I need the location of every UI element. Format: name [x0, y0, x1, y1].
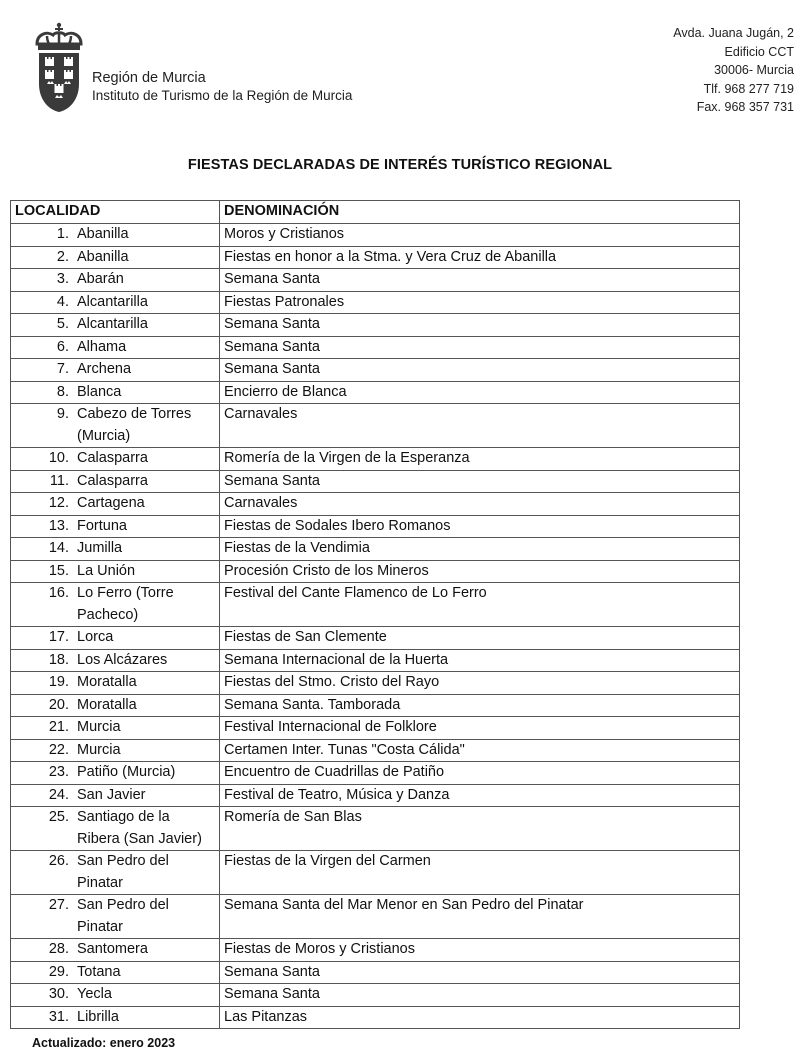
table-header-row [11, 201, 740, 224]
cell-localidad [11, 762, 220, 785]
localidad-name: Librilla [77, 1008, 119, 1025]
cell-localidad [11, 381, 220, 404]
table-row [11, 1006, 740, 1029]
cell-localidad [11, 470, 220, 493]
row-number: 8. [56, 383, 69, 400]
row-number: 7. [56, 361, 69, 377]
table-row [11, 694, 740, 717]
cell-localidad [11, 939, 220, 962]
localidad-name: Murcia [77, 719, 121, 735]
row-number: 23. [48, 764, 69, 780]
localidad-name: Los Alcázares [77, 651, 168, 668]
table-row [11, 515, 740, 538]
region-murcia-coat-of-arms-icon [33, 22, 85, 114]
table-row [11, 560, 740, 583]
localidad-name: Alcantarilla [77, 293, 148, 310]
table-body [11, 224, 740, 1029]
localidad-name: Calasparra [77, 450, 148, 466]
row-number: 2. [56, 248, 69, 265]
table-row [11, 784, 740, 807]
fax-line: Fax. 968 357 731 [696, 100, 794, 114]
row-number: 28. [48, 941, 69, 957]
row-number: 22. [48, 741, 69, 758]
row-number: 18. [48, 651, 69, 668]
cell-localidad [11, 291, 220, 314]
cell-localidad [11, 895, 220, 939]
org-line-1: Región de Murcia [92, 70, 206, 86]
localidad-name: Moratalla [77, 674, 137, 690]
column-header-denominacion: DENOMINACIÓN [220, 201, 740, 224]
table-row [11, 939, 740, 962]
row-number: 16. [48, 585, 69, 601]
row-number: 1. [56, 226, 69, 242]
localidad-name: Abanilla [77, 248, 129, 265]
row-number: 20. [48, 696, 69, 713]
localidad-name: Abanilla [77, 226, 129, 242]
fiestas-table [10, 200, 740, 1029]
cell-localidad [11, 269, 220, 292]
cell-localidad [11, 694, 220, 717]
localidad-name: Santomera [77, 941, 148, 957]
row-number: 15. [48, 562, 69, 579]
table-row [11, 807, 740, 851]
cell-localidad [11, 314, 220, 337]
localidad-name: Blanca [77, 383, 122, 400]
cell-denominacion: Fiestas de Moros y Cristianos [220, 939, 740, 962]
localidad-name: Cartagena [77, 495, 145, 511]
cell-denominacion: Certamen Inter. Tunas "Costa Cálida" [220, 739, 740, 762]
cell-denominacion: Semana Santa [220, 314, 740, 337]
localidad-name: Alhama [77, 338, 127, 355]
cell-denominacion: Semana Internacional de la Huerta [220, 649, 740, 672]
localidad-name: Jumilla [77, 540, 123, 556]
row-number: 29. [48, 963, 69, 980]
cell-denominacion: Semana Santa [220, 269, 740, 292]
cell-localidad [11, 672, 220, 695]
row-number: 3. [56, 271, 69, 287]
localidad-name: La Unión [77, 562, 136, 579]
cell-denominacion: Fiestas de la Virgen del Carmen [220, 851, 740, 895]
cell-denominacion: Festival de Teatro, Música y Danza [220, 784, 740, 807]
cell-localidad [11, 961, 220, 984]
row-number: 11. [49, 472, 69, 489]
org-line-2: Instituto de Turismo de la Región de Murcia [92, 88, 353, 103]
table-row [11, 493, 740, 516]
row-number: 10. [48, 450, 69, 466]
table-row [11, 359, 740, 382]
address-line: Edificio CCT [724, 44, 794, 59]
cell-denominacion: Carnavales [220, 493, 740, 516]
cell-denominacion: Romería de la Virgen de la Esperanza [220, 448, 740, 471]
table-row [11, 851, 740, 895]
table-row [11, 224, 740, 247]
cell-denominacion: Semana Santa del Mar Menor en San Pedro del Pinatar [220, 895, 740, 939]
cell-localidad [11, 538, 220, 561]
localidad-name: Archena [77, 361, 132, 377]
table-row [11, 404, 740, 448]
table-row [11, 762, 740, 785]
localidad-name: Alcantarilla [77, 316, 148, 332]
table-row [11, 336, 740, 359]
row-number: 4. [56, 293, 69, 310]
cell-denominacion: Semana Santa [220, 961, 740, 984]
localidad-name: Yecla [77, 986, 112, 1002]
cell-denominacion: Romería de San Blas [220, 807, 740, 851]
table-row [11, 649, 740, 672]
cell-denominacion: Fiestas del Stmo. Cristo del Rayo [220, 672, 740, 695]
cell-denominacion: Encuentro de Cuadrillas de Patiño [220, 762, 740, 785]
table-row [11, 583, 740, 627]
row-number: 12. [48, 495, 69, 511]
localidad-name: San Pedro del Pinatar [77, 897, 169, 935]
cell-denominacion: Moros y Cristianos [220, 224, 740, 247]
row-number: 14. [48, 540, 69, 556]
cell-localidad [11, 560, 220, 583]
cell-localidad [11, 515, 220, 538]
cell-localidad [11, 583, 220, 627]
row-number: 27. [48, 897, 69, 913]
row-number: 31. [48, 1008, 69, 1025]
row-number: 17. [48, 629, 69, 645]
cell-denominacion: Fiestas de San Clemente [220, 627, 740, 650]
cell-denominacion: Semana Santa. Tamborada [220, 694, 740, 717]
cell-localidad [11, 246, 220, 269]
localidad-name: Calasparra [77, 472, 148, 489]
cell-localidad [11, 627, 220, 650]
cell-denominacion: Semana Santa [220, 359, 740, 382]
updated-note: Actualizado: enero 2023 [32, 1036, 176, 1050]
cell-denominacion: Las Pitanzas [220, 1006, 740, 1029]
cell-denominacion: Fiestas de Sodales Ibero Romanos [220, 515, 740, 538]
localidad-name: Abarán [77, 271, 124, 287]
row-number: 19. [48, 674, 69, 690]
organization-name [92, 69, 352, 105]
row-number: 13. [48, 517, 69, 534]
cell-denominacion: Procesión Cristo de los Mineros [220, 560, 740, 583]
table-row [11, 269, 740, 292]
address-line: 30006- Murcia [714, 63, 794, 77]
table-row [11, 381, 740, 404]
localidad-name: Cabezo de Torres (Murcia) [77, 406, 192, 444]
table-row [11, 961, 740, 984]
table-row [11, 538, 740, 561]
table-row [11, 291, 740, 314]
localidad-name: Santiago de la Ribera (San Javier) [77, 809, 202, 847]
row-number: 6. [56, 338, 69, 355]
document-title: FIESTAS DECLARADAS DE INTERÉS TURÍSTICO REGIONAL [187, 157, 613, 173]
row-number: 24. [48, 786, 69, 803]
cell-localidad [11, 851, 220, 895]
cell-denominacion: Fiestas de la Vendimia [220, 538, 740, 561]
cell-denominacion: Festival Internacional de Folklore [220, 717, 740, 740]
localidad-name: Fortuna [77, 517, 127, 534]
cell-localidad [11, 336, 220, 359]
cell-denominacion: Semana Santa [220, 336, 740, 359]
cell-localidad [11, 717, 220, 740]
cell-denominacion: Festival del Cante Flamenco de Lo Ferro [220, 583, 740, 627]
table-row [11, 448, 740, 471]
localidad-name: Totana [77, 963, 121, 980]
table-row [11, 246, 740, 269]
cell-localidad [11, 739, 220, 762]
table-row [11, 984, 740, 1007]
cell-denominacion: Fiestas Patronales [220, 291, 740, 314]
localidad-name: San Javier [77, 786, 146, 803]
table-row [11, 895, 740, 939]
localidad-name: Murcia [77, 741, 121, 758]
row-number: 30. [48, 986, 69, 1002]
localidad-name: Patiño (Murcia) [77, 764, 176, 780]
cell-denominacion: Carnavales [220, 404, 740, 448]
localidad-name: Lorca [77, 629, 114, 645]
table-row [11, 717, 740, 740]
cell-localidad [11, 404, 220, 448]
phone-line: Tlf. 968 277 719 [703, 81, 794, 96]
table-row [11, 627, 740, 650]
row-number: 5. [56, 316, 69, 332]
cell-denominacion: Semana Santa [220, 470, 740, 493]
table-row [11, 314, 740, 337]
table-row [11, 739, 740, 762]
row-number: 26. [48, 853, 69, 869]
row-number: 9. [56, 406, 69, 422]
cell-denominacion: Fiestas en honor a la Stma. y Vera Cruz de Abanilla [220, 246, 740, 269]
cell-localidad [11, 984, 220, 1007]
row-number: 21. [48, 719, 69, 735]
column-header-localidad: LOCALIDAD [11, 201, 220, 224]
localidad-name: Lo Ferro (Torre Pacheco) [77, 585, 174, 623]
cell-localidad [11, 448, 220, 471]
localidad-name: San Pedro del Pinatar [77, 853, 169, 891]
cell-denominacion: Semana Santa [220, 984, 740, 1007]
address-line: Avda. Juana Jugán, 2 [673, 26, 794, 40]
cell-localidad [11, 224, 220, 247]
cell-denominacion: Encierro de Blanca [220, 381, 740, 404]
cell-localidad [11, 493, 220, 516]
address-block [673, 24, 794, 117]
cell-localidad [11, 784, 220, 807]
cell-localidad [11, 807, 220, 851]
table-row [11, 672, 740, 695]
cell-localidad [11, 649, 220, 672]
cell-localidad [11, 1006, 220, 1029]
cell-localidad [11, 359, 220, 382]
row-number: 25. [48, 809, 69, 825]
localidad-name: Moratalla [77, 696, 137, 713]
table-row [11, 470, 740, 493]
